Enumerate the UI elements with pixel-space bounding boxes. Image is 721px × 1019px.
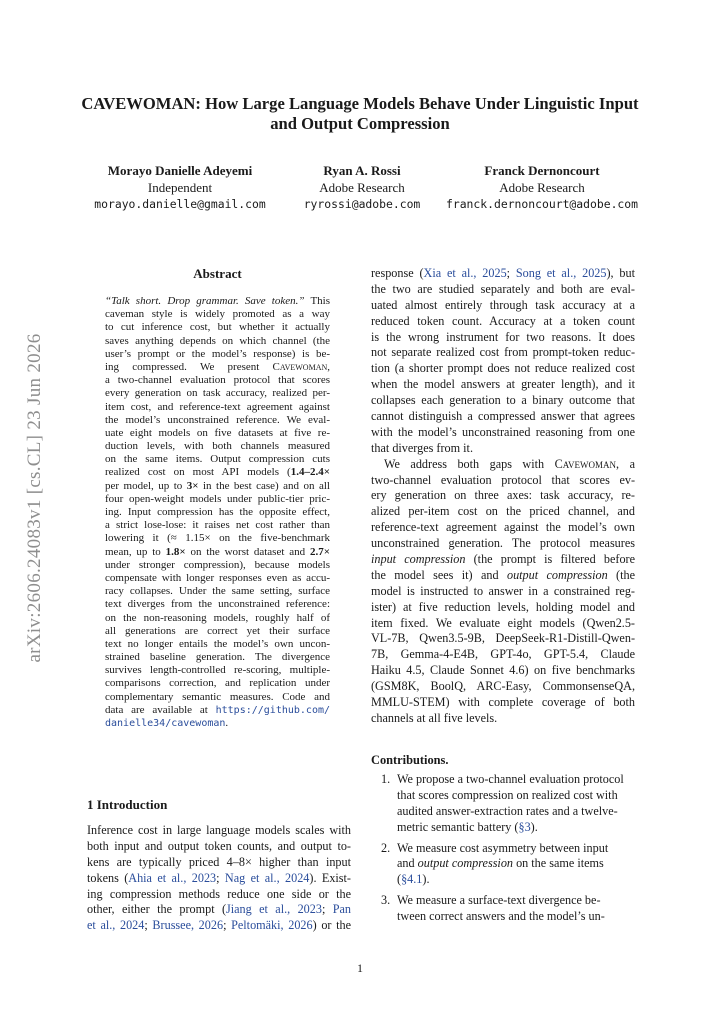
text-line: ing. Input compression has the opposite effect, bbox=[105, 506, 330, 518]
text-line: kens are typically priced 4–8× higher than input bbox=[87, 854, 351, 869]
text-line: tween correct answers and the model’s un- bbox=[397, 909, 605, 924]
intro-body bbox=[87, 823, 351, 934]
text-line: data are available at https://github.com/ bbox=[105, 703, 330, 716]
text-line: VL-7B, Qwen3.5-9B, DeepSeek-R1-Distill-Qwen- bbox=[371, 631, 635, 646]
text-line: We measure a surface-text divergence be- bbox=[397, 893, 601, 908]
contribution-item bbox=[371, 841, 635, 889]
text-line: is the wrong instrument for two reasons. It does bbox=[371, 329, 635, 344]
text-line: comparisons correction, and replication under bbox=[105, 677, 330, 690]
text-line: complementary semantic measures. Code and bbox=[105, 690, 330, 703]
text-line: realized cost on most API models (1.4–2.4× bbox=[105, 466, 330, 479]
text-line: not separate realized cost from prompt-token reduc- bbox=[371, 345, 635, 360]
text-line: other, either the prompt (Jiang et al., 2023; Pan bbox=[87, 902, 351, 917]
author-block bbox=[437, 162, 647, 213]
abstract-body bbox=[105, 295, 330, 730]
text-line: reduced token count. Accuracy at a token count bbox=[371, 313, 635, 328]
text-line: to cut inference cost, but whether it actually bbox=[105, 321, 330, 334]
text-line: two-channel evaluation protocol that scores ev- bbox=[371, 472, 635, 487]
text-line: reference-text agreement against the model’s own bbox=[371, 520, 635, 535]
text-line: user’s prompt or the model’s response) is be- bbox=[105, 347, 330, 360]
text-line: with the model’s unconstrained reasoning from one bbox=[371, 424, 635, 439]
contribution-item bbox=[371, 772, 635, 836]
text-line: MMLU-STEM) with complete coverage of both bbox=[371, 695, 635, 710]
list-number: 2. bbox=[381, 840, 391, 855]
text-line: that diverges from it. bbox=[371, 440, 473, 455]
contribution-item bbox=[371, 893, 635, 925]
text-line: both input and output token counts, and output to- bbox=[87, 838, 351, 853]
author-name: Morayo Danielle Adeyemi bbox=[107, 163, 253, 178]
text-line: Haiku 4.5, Claude Sonnet 4.6) on five benchmarks bbox=[371, 663, 635, 678]
text-line: every generation on task accuracy, realized per- bbox=[105, 387, 330, 400]
author-email[interactable]: morayo.danielle@gmail.com bbox=[94, 197, 266, 211]
paper-title: CAVEWOMAN: How Large Language Models Behave Under Linguistic Input and Output Compression bbox=[81, 94, 639, 133]
author-affiliation: Independent bbox=[147, 180, 213, 195]
text-line: item cost, and reference-text agreement against bbox=[105, 400, 330, 413]
text-line: text no longer entails the model’s own uncon- bbox=[105, 637, 330, 650]
page-number: 1 bbox=[357, 961, 363, 975]
text-line: tion (a shorter prompt does not reduce realized cost bbox=[371, 361, 635, 376]
text-line: We propose a two-channel evaluation protocol bbox=[397, 772, 624, 786]
text-line: four open-weight models under public-tier pric- bbox=[105, 492, 330, 505]
text-line: danielle34/cavewoman. bbox=[105, 717, 229, 729]
author-affiliation: Adobe Research bbox=[319, 180, 405, 195]
text-line: ister) at five reduction levels, holding model and bbox=[371, 599, 635, 614]
text-line: Inference cost in large language models scales with bbox=[87, 823, 351, 837]
author-name: Franck Dernoncourt bbox=[484, 163, 600, 178]
author-block bbox=[80, 162, 280, 213]
text-line: on the non-reasoning models, roughly half of bbox=[105, 611, 330, 624]
text-line: mean, up to 1.8× on the worst dataset and 2.7× bbox=[105, 545, 330, 558]
text-line: “Talk short. Drop grammar. Save token.” This bbox=[105, 295, 330, 307]
text-line: the model’s unconstrained reference. We eval- bbox=[105, 413, 330, 426]
right-column-body bbox=[371, 266, 635, 727]
text-line: on the same items. Output compression cuts bbox=[105, 453, 330, 466]
text-line: item fixed. We evaluate eight models (Qwen2.5- bbox=[371, 615, 635, 630]
author-name: Ryan A. Rossi bbox=[323, 163, 401, 178]
text-line: per model, up to 3× in the best case) and on all bbox=[105, 479, 330, 492]
text-line: ing compressed. We present Cavewoman, bbox=[105, 360, 330, 373]
abstract-heading: Abstract bbox=[193, 266, 242, 281]
text-line: uate eight models on five datasets at five re- bbox=[105, 426, 330, 439]
text-line: saves anything depends on which channel (the bbox=[105, 334, 330, 347]
contributions-heading: Contributions. bbox=[371, 753, 449, 767]
text-line: survives length-controlled re-scoring, multiple- bbox=[105, 664, 330, 677]
text-line: cannot distinguish a compressed answer that agrees bbox=[371, 409, 635, 424]
text-line: strained baseline generation. The divergence bbox=[105, 651, 330, 664]
list-number: 3. bbox=[381, 893, 391, 908]
text-line: the model sees it) and output compression (the bbox=[371, 567, 635, 582]
text-line: a two-channel evaluation protocol that scores bbox=[105, 374, 330, 387]
text-line: unconstrained generation. The protocol measures bbox=[371, 536, 635, 551]
text-line: when the model answers at greater length), and it bbox=[371, 377, 635, 392]
text-line: text diverges from the unconstrained reference: bbox=[105, 598, 330, 611]
text-line: metric semantic battery (§3). bbox=[397, 819, 538, 834]
arxiv-stamp-text: arXiv:2606.24083v1 [cs.CL] 23 Jun 2026 bbox=[24, 332, 45, 663]
text-line: input compression (the prompt is filtered before bbox=[371, 552, 635, 567]
text-line: alized per-item cost on the priced channel, and bbox=[371, 504, 635, 519]
text-line: compensate with longer responses even as accu- bbox=[105, 571, 330, 584]
list-number: 1. bbox=[381, 772, 391, 786]
text-line: and output compression on the same items bbox=[397, 856, 604, 871]
text-line: We measure cost asymmetry between input bbox=[397, 840, 609, 855]
text-line: that scores compression on realized cost with bbox=[397, 787, 618, 802]
author-email[interactable]: ryrossi@adobe.com bbox=[303, 197, 421, 211]
contributions-list bbox=[371, 772, 635, 930]
text-line: uated almost entirely through task accuracy at a bbox=[371, 297, 635, 312]
intro-heading: 1 Introduction bbox=[87, 797, 168, 812]
text-line: channels at all five levels. bbox=[371, 710, 498, 725]
text-line: We address both gaps with Cavewoman, a bbox=[384, 456, 635, 471]
author-email[interactable]: franck.dernoncourt@adobe.com bbox=[445, 197, 639, 211]
text-line: model is instructed to answer in a constrained reg- bbox=[371, 583, 635, 598]
text-line: tokens (Ahia et al., 2023; Nag et al., 2024). Exist- bbox=[87, 870, 351, 885]
text-line: all generations are correct yet their surface bbox=[105, 624, 330, 637]
text-line: collapses each generation to a binary outcome that bbox=[371, 393, 635, 408]
arxiv-stamp bbox=[20, 300, 50, 695]
text-line: caveman style is widely promoted as a way bbox=[105, 308, 330, 321]
text-line: racy collapses. Under the same setting, surface bbox=[105, 585, 330, 598]
text-line: et al., 2024; Brussee, 2026; Peltomäki, 2026) or the bbox=[87, 918, 351, 933]
author-affiliation: Adobe Research bbox=[499, 180, 585, 195]
text-line: duction levels, with both channels measured bbox=[105, 440, 330, 453]
text-line: a strict lose-lose: it raises net cost rather than bbox=[105, 519, 330, 532]
text-line: response (Xia et al., 2025; Song et al., 2025), but bbox=[371, 266, 635, 280]
text-line: ery generation on three axes: task accuracy, re- bbox=[371, 488, 635, 503]
text-line: ing compression methods reduce one side or the bbox=[87, 886, 351, 901]
text-line: audited answer-extraction rates and a twelve- bbox=[397, 803, 618, 818]
text-line: 7B, Gemma-4-E4B, GPT-4o, GPT-5.4, Claude bbox=[371, 647, 635, 662]
text-line: (§4.1). bbox=[397, 872, 430, 887]
text-line: under stronger compression), because models bbox=[105, 558, 330, 571]
text-line: the two are studied separately and both are eval- bbox=[371, 281, 635, 296]
text-line: lowering it (≈ 1.15× on the five-benchmark bbox=[105, 532, 330, 545]
text-line: (GSM8K, BoolQ, ARC-Easy, CommonsenseQA, bbox=[371, 679, 635, 694]
author-block bbox=[292, 162, 432, 213]
